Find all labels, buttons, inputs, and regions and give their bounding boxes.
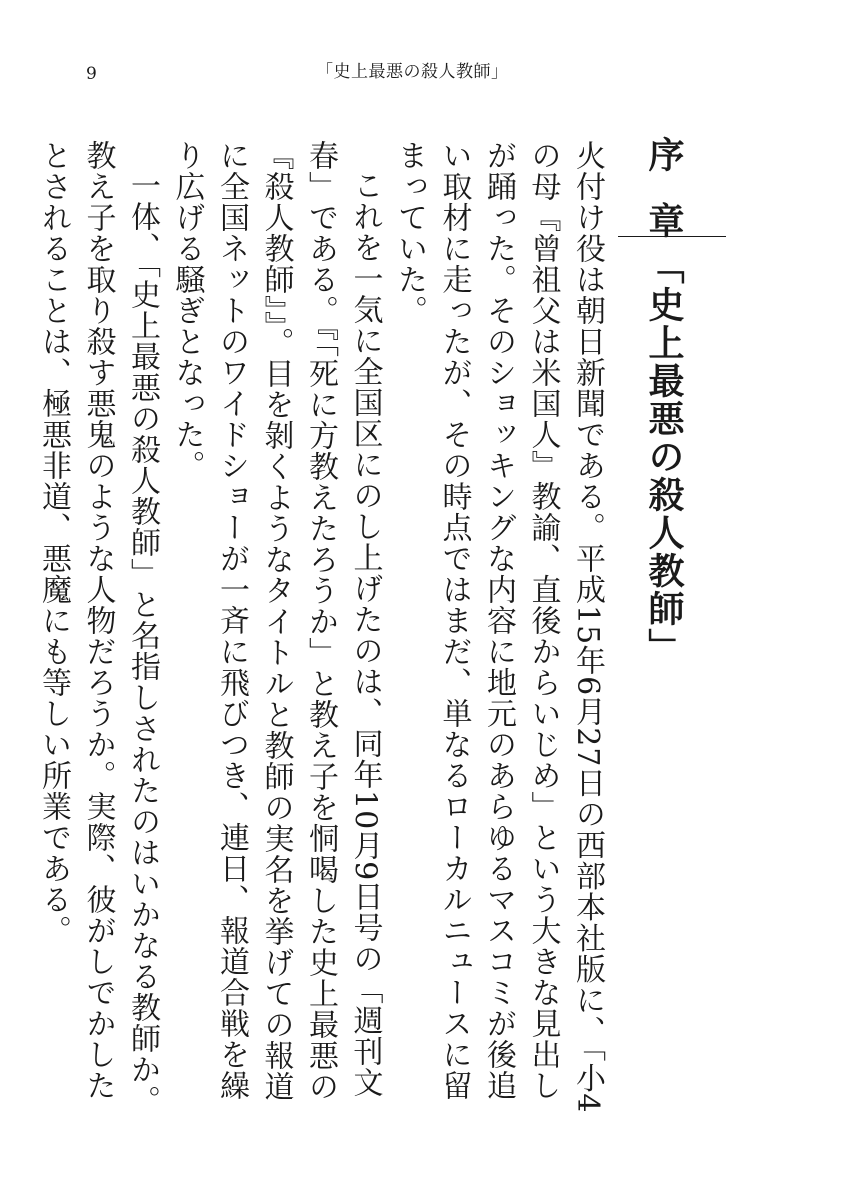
paragraph: 一体、「史上最悪の殺人教師」と名指しされたのはいかなる教師か。教え子を取り殺す悪鬼のような人物だろうか。実際、彼がしでかしたとされることは、極悪非道、悪魔にも等しい所業である。 <box>36 140 160 1116</box>
paragraph: 火付け役は朝日新聞である。平成15年6月27日の西部本社版に、「小4の母『曾祖父は米国人』教諭、直後からいじめ」という大きな見出しが踊った。そのショッキングな内容に地元のあらゆるマスコミが後追い取材に走ったが、その時点ではまだ、単なるローカルニュースに留まっていた。 <box>392 140 605 1114</box>
chapter-label: 序章 <box>643 136 685 268</box>
chapter-divider <box>618 236 726 237</box>
chapter-title: 「史上最悪の殺人教師」 <box>643 248 685 666</box>
running-header: 「史上最悪の殺人教師」 <box>316 62 509 82</box>
page-number: 9 <box>86 64 97 84</box>
body-text <box>31 140 610 1130</box>
paragraph: これを一気に全国区にのし上げたのは、同年10月9日号の「週刊文春」である。『「死に方教えたろうか」と教え子を恫喝した史上最悪の『殺人教師』』。目を剝くようなタイトルと教師の実名を挙げての報道に全国ネットのワイドショーが一斉に飛びつき、連日、報道合戦を繰り広げる騒ぎとなった。 <box>169 140 383 1102</box>
